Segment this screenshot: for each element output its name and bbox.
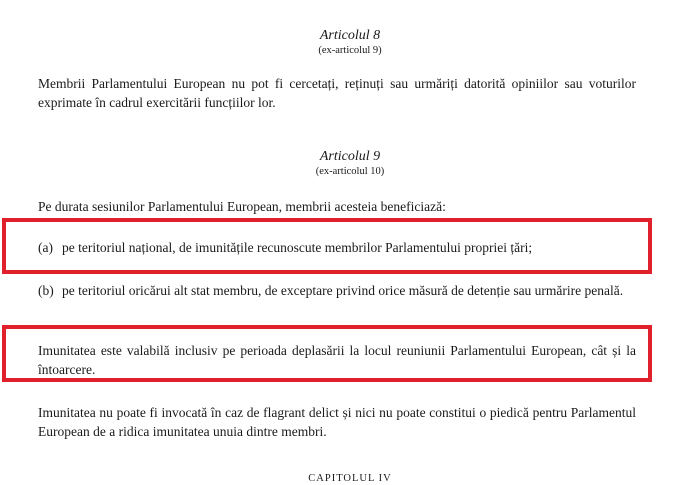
list-item-b [38,281,636,300]
article-9-title: Articolul 9 [319,149,381,164]
immunity-travel-paragraph: Imunitatea este valabilă inclusiv pe perioada deplasării la locul reuniunii Parlamentului European, cât și la întoarcere. [38,343,636,377]
article-8-subtitle: (ex-articolul 9) [318,45,382,56]
highlight-box-travel [2,325,652,382]
article-8-body: Membrii Parlamentului European nu pot fi cercetați, reținuți sau urmăriți datorită opiniilor sau voturilor exprimate în cadrul exercitării funcțiilor lor. [38,76,636,110]
article-8-title: Articolul 8 [319,28,381,43]
list-item-a-marker: (a) [38,240,53,255]
list-item-b-marker: (b) [38,283,54,298]
immunity-flagrant-paragraph: Imunitatea nu poate fi invocată în caz de flagrant delict și nici nu poate constitui o piedică pentru Parlamentul European de a ridica imunitatea unuia dintre membri. [38,405,636,439]
chapter-heading: CAPITOLUL IV [308,473,392,484]
list-item-b-text: pe teritoriul oricărui alt stat membru, de exceptare privind orice măsură de detenție sau urmărire penală. [62,283,624,298]
article-9-intro: Pe durata sesiunilor Parlamentului European, membrii acesteia beneficiază: [38,199,446,214]
list-item-a-text: pe teritoriul național, de imunitățile recunoscute membrilor Parlamentului propriei țări; [62,240,533,255]
article-9-subtitle: (ex-articolul 10) [315,166,385,177]
highlight-box-item-a [2,218,652,274]
